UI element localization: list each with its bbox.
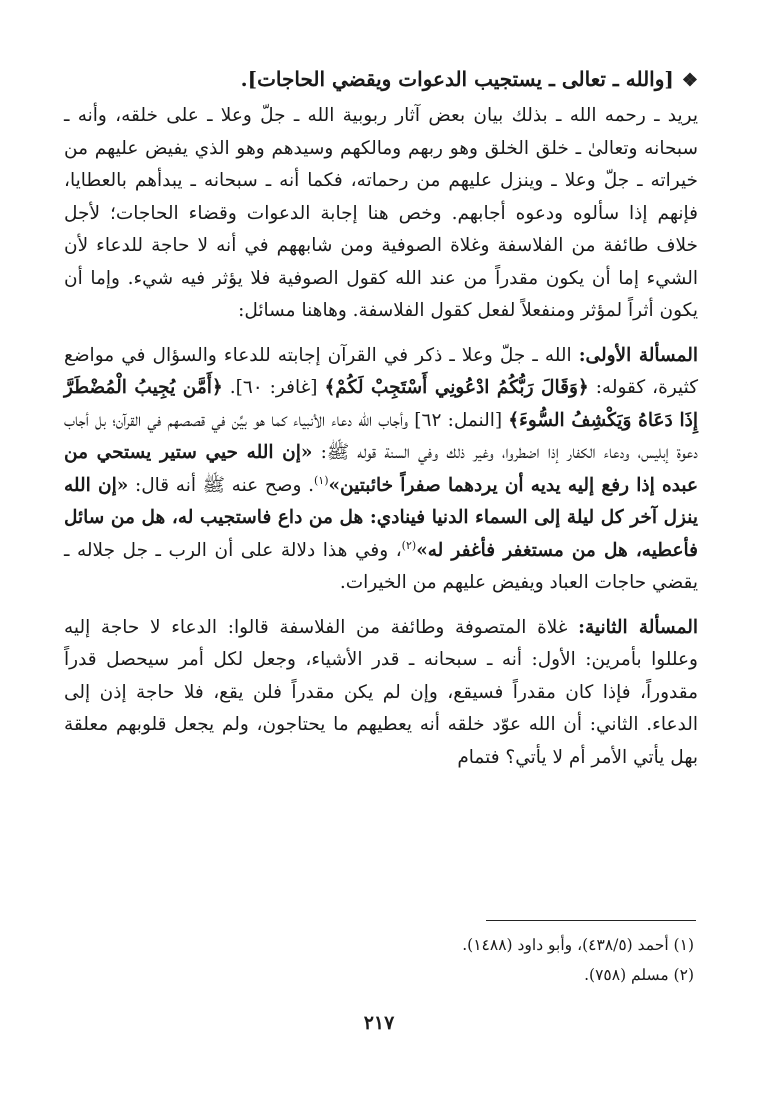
first-issue-label: المسألة الأولى:	[578, 344, 698, 366]
footnote-1: (١) أحمد (٤٣٨/٥)، وأبو داود (١٤٨٨).	[462, 936, 694, 954]
page-number: ٢١٧	[363, 1012, 395, 1034]
text-segment: غلاة المتصوفة وطائفة من الفلاسفة قالوا: الدعاء لا حاجة إليه وعللوا بأمرين: الأول: أنه ـ سبحانه ـ قدر الأشياء، وجعل لكل أمر سيحصل قدراً مقدوراً، فإذا كان مقدراً فسيقع، وإن لم يكن مقدراً فلن يقع، فلا حاجة إذن إلى الدعاء. الثاني: أن الله عوّد خلقه أنه يعطيهم ما يحتاجون، ولم يجعل قلوبهم معلقة بهل يأتي الأمر أم لا يأتي؟ فتمام	[64, 616, 698, 768]
hadith-quote-1: «إن الله حيي ستير يستحي من عبده إذا رفع إليه يديه أن يردهما صفراً خائبتين»	[64, 442, 698, 496]
text-segment: الله ـ جلّ وعلا ـ ذكر في القرآن إجابته للدعاء والسؤال في مواضع كثيرة، كقوله:	[64, 344, 699, 398]
footnote-ref-2[interactable]: (٢)	[401, 538, 417, 552]
footnote-2: (٢) مسلم (٧٥٨).	[584, 966, 694, 984]
section-heading	[64, 62, 698, 98]
text-segment: [غافر: ٦٠].	[222, 377, 325, 398]
footnote-ref-1[interactable]: (١)	[313, 473, 329, 487]
second-issue-label: المسألة الثانية:	[578, 616, 698, 638]
paragraph-second-issue	[64, 612, 698, 775]
hadith-quote-2: «إن الله ينزل آخر كل ليلة إلى السماء الدنيا فينادي: هل من داع فاستجيب له، هل من سائل فأعطيه، هل من مستغفر فأغفر له»	[64, 474, 698, 561]
heading-text: [والله ـ تعالى ـ يستجيب الدعوات ويقضي الحاجات].	[240, 67, 674, 91]
paragraph-intro: يريد ـ رحمه الله ـ بذلك بيان بعض آثار ربوبية الله ـ جلّ وعلا ـ على خلقه، وأنه ـ سبحانه وتعالىٰ ـ خلق الخلق وهو ربهم ومالكهم وسيدهم وهو الذي يفيض عليهم من خيراته ـ جلّ وعلا ـ وينزل عليهم من رحماته، فكما أنه ـ سبحانه ـ يبدأهم بالعطايا، فإنهم إذا سألوه ودعوه أجابهم. وخص هنا إجابة الدعوات وقضاء الحاجات؛ لأجل خلاف طائفة من الفلاسفة وغلاة الصوفية ومن شابههم في أنه لا حاجة للدعاء لأن الشيء إما أن يكون مقدراً من عند الله كقول الصوفية فلا يؤثر فيه شيء. وإما أن يكون أثراً لمؤثر ومنفعلاً لفعل كقول الفلاسفة. وهاهنا مسائل:	[64, 105, 698, 321]
text-segment: [النمل: ٦٢] وأجاب الله دعاء الأنبياء كما هو بيِّن في قصصهم في القرآن؛ بل أجاب دعوة إبليس، ودعاء الكفار إذا اضطروا، وغير ذلك وفي السنة قوله ﷺ:	[64, 409, 698, 463]
heading-ornament-icon: ❖	[681, 70, 698, 91]
footnote-divider	[486, 920, 696, 921]
quran-verse-naml: ﴿أَمَّن يُجِيبُ الْمُضْطَرَّ إِذَا دَعَاهُ وَيَكْشِفُ السُّوءَ﴾	[64, 377, 699, 431]
paragraph-first-issue	[64, 340, 698, 600]
quran-verse-ghafir: ﴿وَقَالَ رَبُّكُمُ ادْعُونِي أَسْتَجِبْ لَكُمْ﴾	[324, 377, 589, 398]
text-segment: ، وفي هذا دلالة على أن الرب ـ جل جلاله ـ يقضي حاجات العباد ويفيض عليهم من الخيرات.	[64, 539, 698, 593]
text-segment: . وصح عنه ﷺ أنه قال:	[128, 474, 314, 496]
footnotes	[64, 930, 694, 990]
